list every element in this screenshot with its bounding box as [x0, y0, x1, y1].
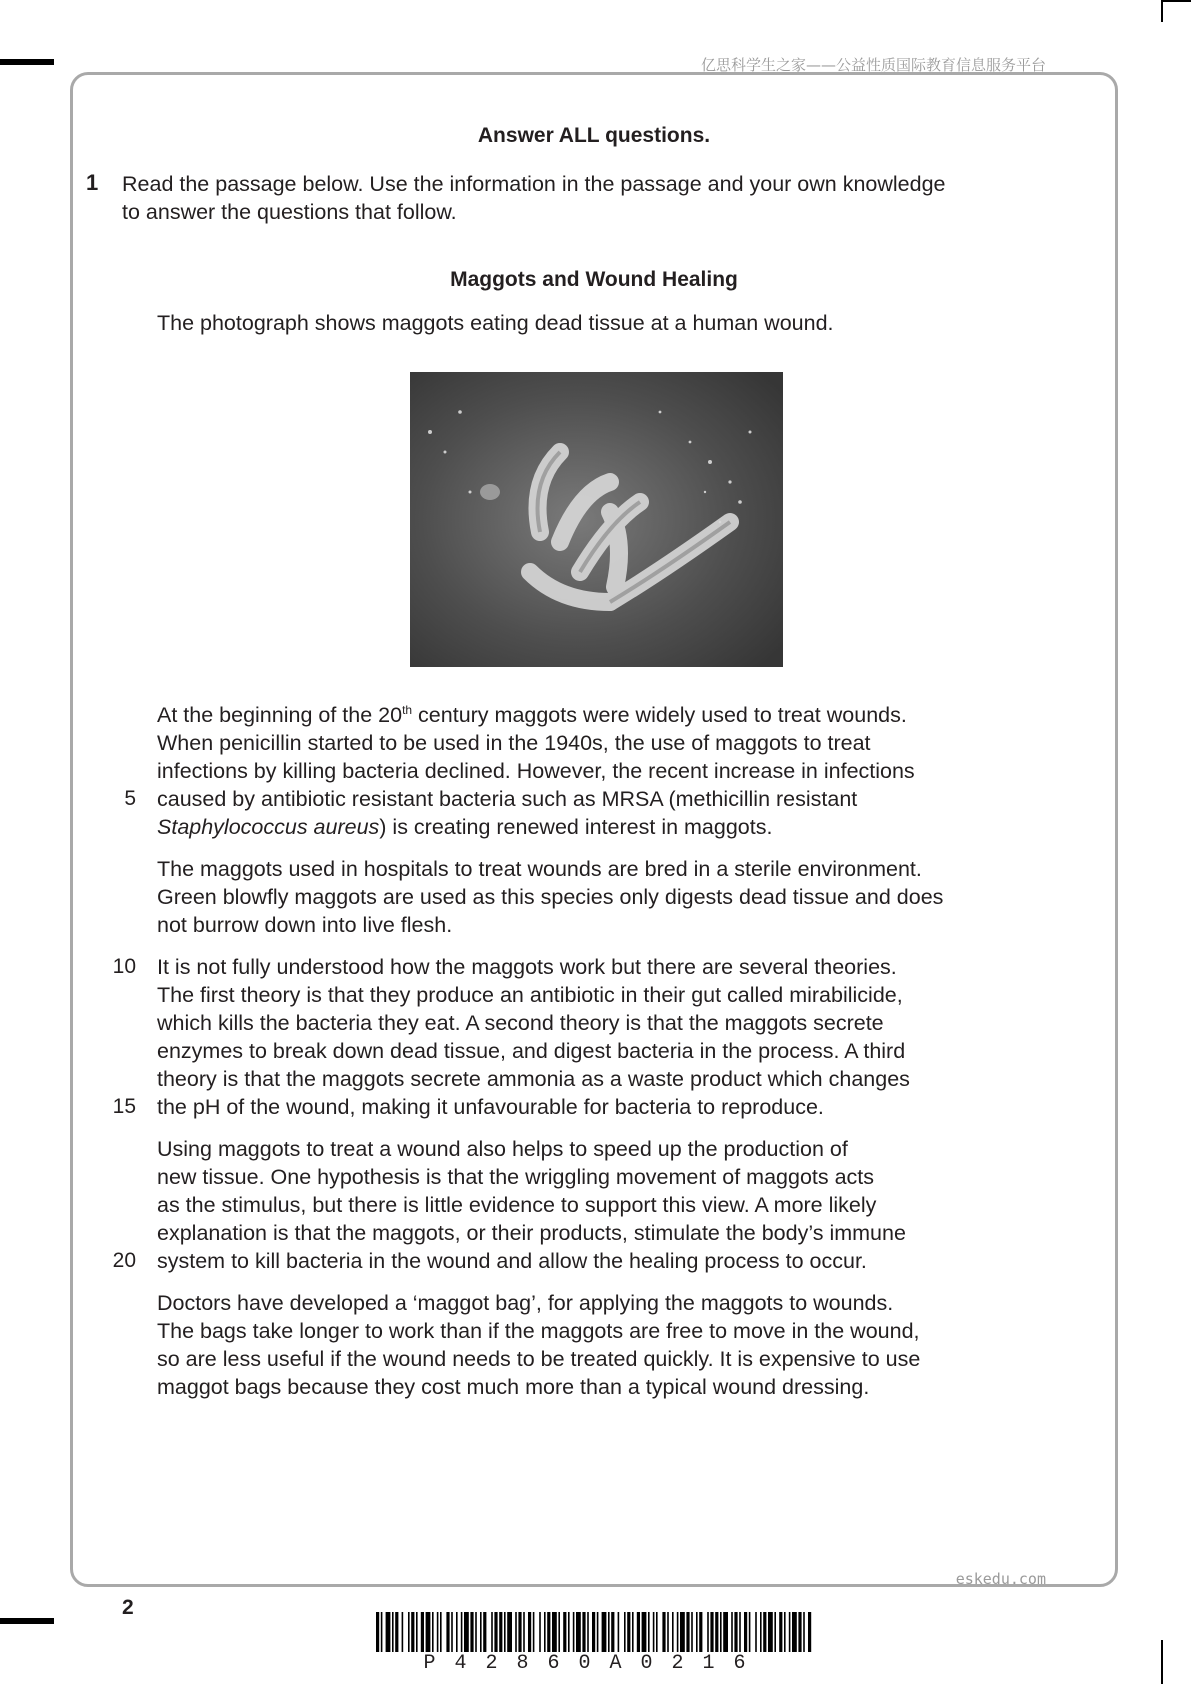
text-run: century maggots were widely used to treat wounds. [412, 703, 907, 727]
barcode-bar [710, 1612, 713, 1652]
barcode-bar [464, 1612, 469, 1652]
barcode-bar [723, 1612, 728, 1652]
barcode-bar [523, 1612, 525, 1652]
passage-line: which kills the bacteria they eat. A second theory is that the maggots secrete [157, 1011, 884, 1035]
intro-line: Read the passage below. Use the information in the passage and your own knowledge [122, 172, 946, 196]
barcode-bar [734, 1612, 737, 1652]
barcode-bar [642, 1612, 647, 1652]
barcode-bar [518, 1612, 521, 1652]
photo-caption [157, 309, 997, 337]
species-name: Staphylococcus aureus [157, 815, 380, 839]
barcode-bar [461, 1612, 463, 1652]
caption-line: The photograph shows maggots eating dead tissue at a human wound. [157, 311, 834, 335]
passage-line: system to kill bacteria in the wound and allow the healing process to occur. [157, 1249, 867, 1273]
passage-line: theory is that the maggots secrete ammonia as a waste product which changes [157, 1067, 910, 1091]
barcode-bar [803, 1612, 805, 1652]
superscript: th [402, 702, 413, 717]
barcode-bar [608, 1612, 610, 1652]
passage-line: new tissue. One hypothesis is that the wriggling movement of maggots acts [157, 1165, 875, 1189]
barcode-bar [470, 1612, 473, 1652]
passage-line: Doctors have developed a ‘maggot bag’, for applying the maggots to wounds. [157, 1291, 894, 1315]
passage-paragraph-4 [157, 1135, 997, 1275]
passage-line: so are less useful if the wound needs to be treated quickly. It is expensive to use [157, 1347, 921, 1371]
barcode-bar [672, 1612, 674, 1652]
barcode-bar [494, 1612, 497, 1652]
passage-line [157, 813, 997, 841]
barcode-bar [627, 1612, 630, 1652]
barcode-bar [768, 1612, 773, 1652]
barcode-bar [792, 1612, 797, 1652]
crop-mark-top-right [1161, 0, 1163, 22]
barcode-bar [437, 1612, 439, 1652]
barcode-bar [544, 1612, 546, 1652]
barcode-bar [648, 1612, 650, 1652]
line-number: 20 [112, 1249, 136, 1272]
barcode-bar [507, 1612, 512, 1652]
barcode-bar [597, 1612, 599, 1652]
barcode-bar [632, 1612, 634, 1652]
barcode-bar [432, 1612, 434, 1652]
barcode-bar [707, 1612, 709, 1652]
barcode-bar [552, 1612, 557, 1652]
maggots-photo-illustration [410, 372, 783, 667]
passage-line: not burrow down into live flesh. [157, 913, 453, 937]
barcode-bar [451, 1612, 453, 1652]
barcode-bar [392, 1612, 394, 1652]
passage-line: Green blowfly maggots are used as this species only digests dead tissue and does [157, 885, 944, 909]
passage-line [157, 701, 997, 729]
text-run: ) is creating renewed interest in maggots. [379, 815, 773, 839]
barcode-bar [576, 1612, 581, 1652]
passage-paragraph-3 [157, 953, 997, 1121]
barcode-bar [715, 1612, 718, 1652]
line-number: 15 [112, 1095, 136, 1118]
barcode-bar [480, 1612, 482, 1652]
barcode-bar [749, 1612, 751, 1652]
barcode-bar [677, 1612, 679, 1652]
barcode-bar [699, 1612, 702, 1652]
barcode-bar [426, 1612, 431, 1652]
barcode-bar [416, 1612, 418, 1652]
barcode-bar [774, 1612, 776, 1652]
barcode-number: P42860A0216 [423, 1652, 765, 1675]
passage-line: infections by killing bacteria declined. However, the recent increase in infections [157, 759, 915, 783]
barcode-bar [779, 1612, 782, 1652]
barcode-bar [568, 1612, 570, 1652]
passage-line: It is not fully understood how the maggots work but there are several theories. [157, 955, 897, 979]
passage-line: The maggots used in hospitals to treat wounds are bred in a sterile environment. [157, 857, 922, 881]
line-number: 5 [124, 787, 136, 810]
barcode-bar [587, 1612, 589, 1652]
barcode-bar [592, 1612, 595, 1652]
barcode-bar [475, 1612, 477, 1652]
barcode-bar [456, 1612, 458, 1652]
barcode-bar [798, 1612, 801, 1652]
intro-line: to answer the questions that follow. [122, 200, 457, 224]
passage-line: maggot bags because they cost much more than a typical wound dressing. [157, 1375, 870, 1399]
passage-line: enzymes to break down dead tissue, and digest bacteria in the process. A third [157, 1039, 906, 1063]
barcode-bar [656, 1612, 658, 1652]
question-intro [122, 170, 962, 226]
crop-mark-bottom-left [0, 1618, 54, 1624]
barcode-bar [686, 1612, 689, 1652]
barcode-bar [411, 1612, 414, 1652]
barcode-bar [680, 1612, 685, 1652]
barcode [376, 1612, 812, 1652]
barcode-bar [637, 1612, 640, 1652]
barcode-bar [696, 1612, 698, 1652]
barcode-bar [739, 1612, 741, 1652]
barcode-bar [491, 1612, 493, 1652]
barcode-bar [731, 1612, 733, 1652]
barcode-bar [662, 1612, 665, 1652]
barcode-bar [611, 1612, 614, 1652]
barcode-bar [691, 1612, 693, 1652]
barcode-bar [440, 1612, 442, 1652]
barcode-bar [499, 1612, 502, 1652]
watermark-top: 亿思科学生之家——公益性质国际教育信息服务平台 [700, 56, 1046, 74]
barcode-bar [667, 1612, 669, 1652]
barcode-bar [784, 1612, 786, 1652]
barcode-bar [763, 1612, 766, 1652]
watermark-bottom: eskedu.com [955, 1570, 1046, 1588]
barcode-bar [421, 1612, 424, 1652]
passage-paragraph-1 [157, 701, 997, 841]
maggots-photo [410, 372, 783, 667]
passage-paragraph-5 [157, 1289, 997, 1401]
passage-line: The first theory is that they produce an antibiotic in their gut called mirabilicide, [157, 983, 903, 1007]
barcode-bar [376, 1612, 379, 1652]
passage-line: caused by antibiotic resistant bacteria such as MRSA (methicillin resistant [157, 787, 858, 811]
barcode-bar [504, 1612, 506, 1652]
barcode-bar [624, 1612, 626, 1652]
text-run: At the beginning of the 20 [157, 703, 403, 727]
barcode-bar [395, 1612, 398, 1652]
barcode-bar [744, 1612, 747, 1652]
passage-line: the pH of the wound, making it unfavourable for bacteria to reproduce. [157, 1095, 824, 1119]
crop-mark-top-left [0, 59, 54, 65]
barcode-bar [381, 1612, 383, 1652]
barcode-bar [563, 1612, 566, 1652]
barcode-bar [515, 1612, 517, 1652]
barcode-bar [528, 1612, 531, 1652]
question-number: 1 [86, 170, 99, 195]
passage-line: The bags take longer to work than if the maggots are free to move in the wound, [157, 1319, 920, 1343]
barcode-bar [386, 1612, 391, 1652]
passage-line: as the stimulus, but there is little evidence to support this view. A more likely [157, 1193, 877, 1217]
barcode-bar [408, 1612, 410, 1652]
barcode-bar [547, 1612, 550, 1652]
barcode-bar [483, 1612, 486, 1652]
barcode-bar [558, 1612, 560, 1652]
passage-paragraph-2 [157, 855, 997, 939]
line-number: 10 [112, 955, 136, 978]
barcode-bar [618, 1612, 620, 1652]
page-number: 2 [122, 1596, 134, 1619]
passage-line: explanation is that the maggots, or their products, stimulate the body’s immune [157, 1221, 906, 1245]
barcode-bar [402, 1612, 404, 1652]
barcode-bar [446, 1612, 449, 1652]
crop-mark-bottom-right [1161, 1640, 1163, 1684]
barcode-bar [720, 1612, 722, 1652]
barcode-bar [653, 1612, 655, 1652]
passage-line: When penicillin started to be used in the 1940s, the use of maggots to treat [157, 731, 871, 755]
barcode-bar [755, 1612, 757, 1652]
barcode-bar [760, 1612, 762, 1652]
barcode-bar [582, 1612, 585, 1652]
barcode-bar [573, 1612, 575, 1652]
instructions-heading: Answer ALL questions. [477, 124, 711, 147]
barcode-bar [789, 1612, 791, 1652]
passage-line: Using maggots to treat a wound also helps to speed up the production of [157, 1137, 848, 1161]
barcode-bar [539, 1612, 541, 1652]
passage-title: Maggots and Wound Healing [450, 268, 738, 291]
barcode-bar [533, 1612, 535, 1652]
barcode-bar [602, 1612, 607, 1652]
barcode-bar [808, 1612, 811, 1652]
crop-mark-top-right-h [1161, 0, 1191, 2]
